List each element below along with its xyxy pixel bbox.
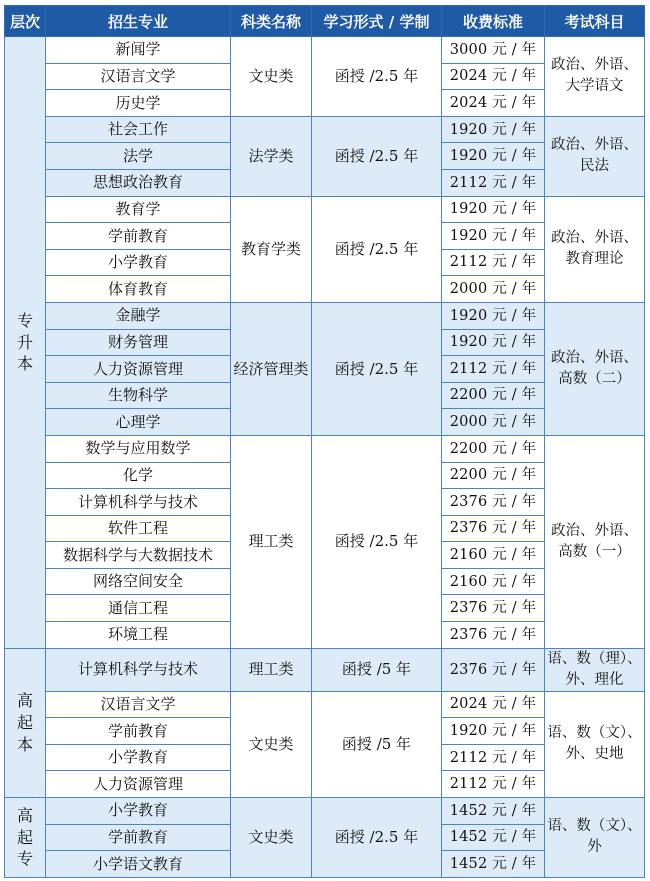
major-cell: 汉语言文学 [46,691,231,718]
fee-cell: 2000 元 / 年 [442,276,545,303]
fee-cell: 1452 元 / 年 [442,824,545,851]
fee-cell: 2024 元 / 年 [442,90,545,117]
exam-subjects-line: 政治、外语、 [551,137,638,154]
major-cell: 数学与应用数学 [46,435,231,462]
major-cell: 小学教育 [46,744,231,771]
level-cell [5,648,46,797]
fee-cell: 2160 元 / 年 [442,542,545,569]
major-cell: 学前教育 [46,824,231,851]
fee-cell: 1452 元 / 年 [442,798,545,825]
exam-subjects-cell [545,196,645,302]
exam-subjects-cell [545,798,645,878]
exam-subjects-cell [545,435,645,648]
exam-subjects-line: 语、数（文）、 [547,725,642,742]
fee-cell: 2024 元 / 年 [442,691,545,718]
category-cell: 文史类 [231,691,312,797]
header-row [5,6,645,37]
fee-cell: 2112 元 / 年 [442,771,545,798]
fee-cell: 1920 元 / 年 [442,223,545,250]
study-form-cell: 函授 /2.5 年 [312,196,442,302]
level-char: 本 [16,734,33,754]
major-cell: 新闻学 [46,37,231,64]
fee-cell: 2376 元 / 年 [442,648,545,691]
header-study-form: 学习形式 / 学制 [312,6,442,37]
major-cell: 计算机科学与技术 [46,489,231,516]
fee-cell: 2000 元 / 年 [442,409,545,436]
major-cell: 财务管理 [46,329,231,356]
level-cell [5,798,46,878]
exam-subjects-line: 语、数（理）、 [547,650,642,667]
study-form-cell: 函授 /2.5 年 [312,302,442,435]
header-major: 招生专业 [46,6,231,37]
header-level: 层次 [5,6,46,37]
enrollment-table [4,5,645,878]
table-row [5,196,645,223]
header-category: 科类名称 [231,6,312,37]
fee-cell: 2376 元 / 年 [442,595,545,622]
exam-subjects-line: 高数（一） [558,543,631,560]
major-cell: 人力资源管理 [46,771,231,798]
major-cell: 计算机科学与技术 [46,648,231,691]
major-cell: 环境工程 [46,622,231,649]
fee-cell: 1920 元 / 年 [442,143,545,170]
table-row [5,798,645,825]
exam-subjects-line: 外 [587,839,602,856]
major-cell: 小学教育 [46,798,231,825]
table-row [5,37,645,64]
fee-cell: 2112 元 / 年 [442,356,545,383]
fee-cell: 2112 元 / 年 [442,744,545,771]
major-cell: 人力资源管理 [46,356,231,383]
major-cell: 小学教育 [46,249,231,276]
exam-subjects-line: 政治、外语、 [551,349,638,366]
exam-subjects-line: 高数（二） [558,370,631,387]
exam-subjects-line: 教育理论 [565,251,624,268]
header-fee: 收费标准 [442,6,545,37]
exam-subjects-line: 语、数（文）、 [547,818,642,835]
exam-subjects-cell [545,648,645,691]
exam-subjects-line: 政治、外语、 [551,522,638,539]
major-cell: 金融学 [46,302,231,329]
study-form-cell: 函授 /2.5 年 [312,798,442,878]
table-row [5,691,645,718]
fee-cell: 2200 元 / 年 [442,435,545,462]
major-cell: 学前教育 [46,718,231,745]
fee-cell: 2112 元 / 年 [442,249,545,276]
major-cell: 汉语言文学 [46,63,231,90]
fee-cell: 2376 元 / 年 [442,515,545,542]
table-row [5,435,645,462]
level-char: 起 [16,827,33,847]
fee-cell: 2200 元 / 年 [442,462,545,489]
study-form-cell: 函授 /2.5 年 [312,435,442,648]
category-cell: 教育学类 [231,196,312,302]
level-char: 本 [16,354,33,374]
fee-cell: 3000 元 / 年 [442,37,545,64]
fee-cell: 1920 元 / 年 [442,116,545,143]
major-cell: 网络空间安全 [46,568,231,595]
fee-cell: 1920 元 / 年 [442,718,545,745]
fee-cell: 2376 元 / 年 [442,622,545,649]
fee-cell: 2200 元 / 年 [442,382,545,409]
category-cell: 法学类 [231,116,312,196]
major-cell: 心理学 [46,409,231,436]
fee-cell: 1920 元 / 年 [442,196,545,223]
exam-subjects-line: 外、理化 [565,671,624,688]
major-cell: 化学 [46,462,231,489]
major-cell: 学前教育 [46,223,231,250]
category-cell: 文史类 [231,798,312,878]
table-row [5,648,645,691]
exam-subjects-line: 民法 [580,158,609,175]
exam-subjects-line: 外、史地 [565,746,624,763]
fee-cell: 2160 元 / 年 [442,568,545,595]
study-form-cell: 函授 /2.5 年 [312,37,442,117]
major-cell: 体育教育 [46,276,231,303]
level-char: 专 [16,849,33,869]
exam-subjects-cell [545,116,645,196]
table-row [5,116,645,143]
category-cell: 文史类 [231,37,312,117]
major-cell: 教育学 [46,196,231,223]
study-form-cell: 函授 /5 年 [312,691,442,797]
level-char: 起 [16,713,33,733]
major-cell: 思想政治教育 [46,169,231,196]
major-cell: 通信工程 [46,595,231,622]
level-char: 高 [16,691,33,711]
fee-cell: 1920 元 / 年 [442,302,545,329]
fee-cell: 1452 元 / 年 [442,851,545,878]
major-cell: 数据科学与大数据技术 [46,542,231,569]
major-cell: 生物科学 [46,382,231,409]
study-form-cell: 函授 /5 年 [312,648,442,691]
major-cell: 小学语文教育 [46,851,231,878]
major-cell: 软件工程 [46,515,231,542]
level-cell [5,37,46,649]
level-char: 升 [16,332,33,352]
header-exam-subjects: 考试科目 [545,6,645,37]
exam-subjects-cell [545,691,645,797]
category-cell: 经济管理类 [231,302,312,435]
major-cell: 历史学 [46,90,231,117]
level-char: 专 [16,310,33,330]
table-body [5,37,645,878]
exam-subjects-cell [545,37,645,117]
fee-cell: 2024 元 / 年 [442,63,545,90]
exam-subjects-line: 大学语文 [565,78,624,95]
study-form-cell: 函授 /2.5 年 [312,116,442,196]
fee-cell: 2376 元 / 年 [442,489,545,516]
exam-subjects-line: 政治、外语、 [551,230,638,247]
table-row [5,302,645,329]
exam-subjects-cell [545,302,645,435]
level-char: 高 [16,806,33,826]
major-cell: 社会工作 [46,116,231,143]
major-cell: 法学 [46,143,231,170]
fee-cell: 2112 元 / 年 [442,169,545,196]
category-cell: 理工类 [231,435,312,648]
category-cell: 理工类 [231,648,312,691]
fee-cell: 1920 元 / 年 [442,329,545,356]
exam-subjects-line: 政治、外语、 [551,57,638,74]
